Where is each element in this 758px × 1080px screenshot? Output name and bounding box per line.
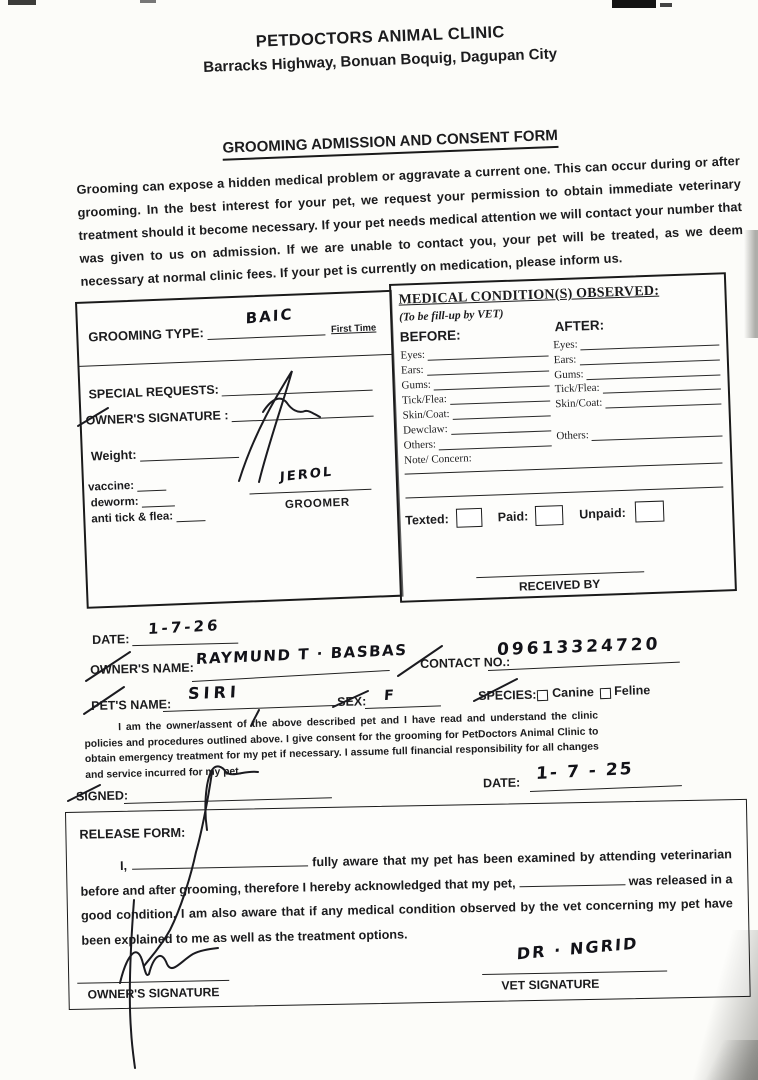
- unpaid-checkbox: [634, 501, 664, 523]
- owner-signature-row: [85, 403, 373, 428]
- before-field-label: Skin/Coat:: [402, 407, 450, 422]
- texted-checkbox: [455, 508, 482, 528]
- before-field-row: [400, 344, 548, 361]
- texted-label: Texted:: [405, 511, 449, 528]
- vet-signature-handwriting: DR · NGRID: [516, 933, 639, 964]
- field-line: [428, 344, 549, 360]
- scan-artifact: [140, 0, 156, 3]
- weight-row: [91, 444, 239, 464]
- release-text-pre: I,: [119, 858, 128, 873]
- signed-date-label: DATE:: [482, 775, 521, 791]
- scan-artifact: [660, 3, 672, 7]
- special-requests-label: SPECIAL REQUESTS:: [88, 382, 220, 402]
- vet-signature-label: VET SIGNATURE: [501, 976, 600, 993]
- clinic-address: Barracks Highway, Bonuan Boquig, Dagupan City: [202, 45, 558, 76]
- after-field-row: [556, 424, 722, 442]
- groomer-name-handwriting: JEROL: [279, 464, 334, 486]
- intro-paragraph: Grooming can expose a hidden medical problem or aggravate a current one. This can occur during or after grooming. In the best interest for your pet, we request your permission to obtain immediate veterinary treatment should it become necessary. If your pet needs medical attention we will contact your number that was given to us on admission. If we are unable to contact you, your pet will be treated, as we deem necessary at normal clinic fees. If your pet is currently on medication, please inform us.: [76, 153, 744, 289]
- unpaid-label: Unpaid:: [578, 505, 626, 521]
- after-field-row: [555, 392, 721, 410]
- after-field-label: Tick/Flea:: [554, 381, 600, 396]
- release-text-mid: fully aware that my pet has been examined by attending veterinarian before and after grooming, therefore I hereby acknowledged that my pet,: [80, 847, 733, 899]
- signed-date-line: [530, 785, 682, 792]
- scan-artifact: [8, 0, 36, 5]
- payment-row: [405, 501, 664, 531]
- medical-box: [389, 272, 737, 603]
- before-field-label: Tick/Flea:: [401, 393, 448, 407]
- anti-tick-flea-line: [176, 507, 206, 522]
- field-line: [450, 389, 551, 404]
- pet-name-handwriting: SIRI: [187, 682, 241, 703]
- before-field-row: [403, 419, 551, 436]
- date-label: DATE:: [92, 632, 130, 647]
- field-line: [592, 424, 723, 441]
- weight-label: Weight:: [90, 447, 137, 464]
- after-field-label: Gums:: [554, 368, 584, 382]
- release-form-title: RELEASE FORM:: [79, 824, 186, 842]
- release-name-blank: [131, 851, 307, 869]
- before-field-row: [401, 359, 549, 376]
- owner-signature-label: OWNER'S SIGNATURE :: [85, 408, 229, 428]
- field-line: [434, 374, 550, 390]
- deworm-row: [90, 492, 174, 509]
- field-line: [605, 392, 721, 408]
- box-divider-line: [79, 354, 392, 367]
- feline-label: Feline: [614, 683, 651, 698]
- scan-artifact: [612, 0, 656, 8]
- received-by-label: RECEIVED BY: [518, 576, 601, 594]
- paid-label: Paid:: [497, 508, 529, 524]
- groomer-label: GROOMER: [284, 496, 351, 512]
- before-field-row: [401, 374, 549, 391]
- admission-box: [75, 290, 404, 609]
- field-line: [580, 334, 719, 351]
- medical-box-title: MEDICAL CONDITION(S) OBSERVED:: [398, 283, 660, 308]
- signed-date-handwriting: 1- 7 - 25: [535, 758, 635, 784]
- canine-checkbox: [537, 690, 548, 701]
- form-title: [190, 126, 590, 158]
- owner-name-label: OWNER'S NAME:: [90, 660, 194, 677]
- first-time-label: First Time: [330, 322, 377, 336]
- scan-shadow-corner: [700, 1040, 758, 1080]
- release-text-end: was released in a good condition, I am also aware that if any medical condition observed by the vet concerning my pet have been explained to me as well as the treatment options.: [80, 871, 734, 948]
- owner-name-line: [192, 670, 390, 682]
- owner-signature-label-bottom: OWNER'S SIGNATURE: [87, 985, 220, 1002]
- species-label: SPECIES:: [478, 687, 537, 703]
- field-line: [452, 404, 550, 419]
- before-field-label: Eyes:: [400, 348, 426, 362]
- before-field-label: Others:: [403, 438, 437, 452]
- pet-name-label: PET'S NAME:: [91, 697, 172, 713]
- after-field-label: Skin/Coat:: [555, 396, 603, 411]
- grooming-type-value: BAIC: [245, 305, 294, 328]
- field-line: [450, 419, 551, 434]
- field-line: [426, 359, 549, 375]
- owner-name-handwriting: RAYMUND T · BASBAS: [195, 640, 408, 668]
- owner-signature-line: [231, 403, 373, 422]
- feline-checkbox: [600, 688, 611, 699]
- before-field-label: Dewclaw:: [402, 423, 448, 437]
- before-field-label: Ears:: [400, 363, 424, 377]
- before-field-row: [403, 434, 551, 451]
- groomer-line: [249, 489, 371, 495]
- pet-name-line: [163, 705, 335, 712]
- after-field-label: Others:: [556, 429, 589, 443]
- field-line: [602, 377, 721, 393]
- signed-line: [124, 797, 332, 804]
- field-line: [579, 349, 720, 366]
- contact-line: [488, 662, 680, 671]
- form-title-text: GROOMING ADMISSION AND CONSENT FORM: [222, 127, 558, 161]
- anti-tick-flea-label: anti tick & flea:: [91, 510, 174, 526]
- before-field-label: Gums:: [401, 378, 432, 392]
- anti-tick-flea-row: [91, 507, 205, 525]
- deworm-label: deworm:: [90, 495, 139, 510]
- vaccine-line: [137, 477, 166, 492]
- special-requests-line: [222, 377, 373, 397]
- vaccine-label: vaccine:: [87, 479, 135, 494]
- before-field-row: [402, 389, 550, 406]
- field-line: [439, 434, 552, 450]
- grooming-type-label: GROOMING TYPE:: [88, 325, 205, 345]
- scan-shadow-right: [744, 230, 758, 338]
- release-pet-blank: [519, 870, 625, 887]
- contact-value-handwriting: 09613324720: [496, 634, 661, 660]
- owner-signature-line-bottom: [77, 980, 229, 984]
- sex-line: [365, 705, 441, 709]
- after-label: AFTER:: [554, 317, 605, 335]
- consent-paragraph: I am the owner/assent of the above described pet and I have read and understand the clinic policies and procedures outlined above. I give consent for the grooming for PetDoctors Animal Clinic to obtain emergency treatment for my pet if necessary. I assume full financial responsibility for all changes and service incurred for my pet.: [84, 710, 599, 781]
- paid-checkbox: [535, 505, 564, 526]
- canine-label: Canine: [552, 685, 594, 700]
- vet-signature-line: [482, 970, 667, 975]
- before-field-row: [402, 404, 550, 421]
- date-value-handwriting: 1-7-26: [147, 616, 221, 638]
- before-label: BEFORE:: [399, 327, 461, 345]
- note-concern-label: Note/ Concern:: [403, 452, 472, 467]
- medical-box-subtitle: (To be fill-up by VET): [398, 308, 504, 324]
- after-field-label: Ears:: [553, 353, 577, 367]
- contact-label: CONTACT NO.:: [420, 654, 511, 671]
- deworm-line: [141, 492, 175, 507]
- special-requests-row: [88, 377, 372, 402]
- after-field-label: Eyes:: [553, 338, 578, 352]
- signed-label: SIGNED:: [75, 788, 129, 804]
- sex-label: SEX:: [337, 694, 367, 709]
- vaccine-row: [88, 477, 166, 494]
- release-form-box: [65, 799, 751, 1010]
- note-line: [405, 486, 723, 498]
- weight-line: [139, 444, 239, 462]
- sex-value-handwriting: F: [383, 687, 397, 704]
- clinic-name: PETDOCTORS ANIMAL CLINIC: [255, 23, 505, 51]
- grooming-type-row: [88, 318, 376, 344]
